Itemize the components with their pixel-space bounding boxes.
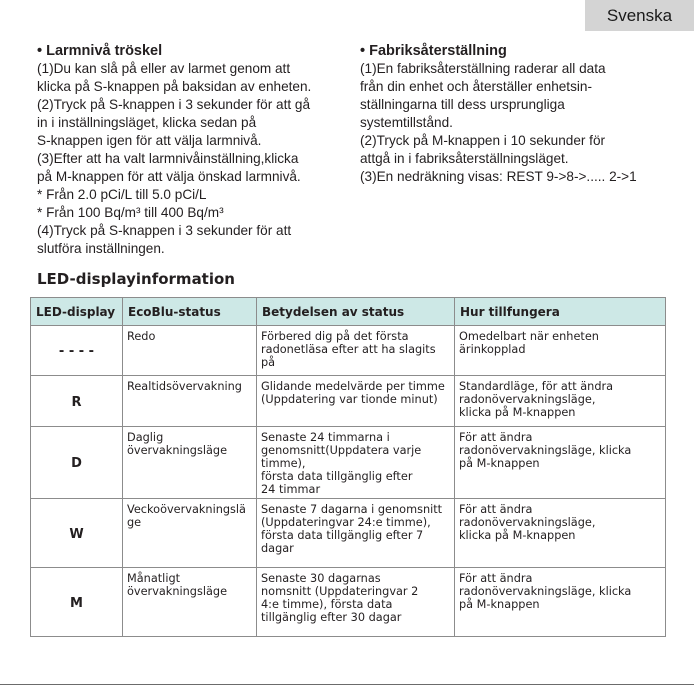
meaning-cell: Senaste 7 dagarna i genomsnitt (Uppdateringvar 24:e timme), första data tillgänglig efter 7 dagar (257, 499, 455, 568)
how-cell: För att ändra radonövervakningsläge, klicka på M-knappen (455, 568, 666, 637)
col-header-status-meaning: Betydelsen av status (257, 298, 455, 326)
how-cell: Omedelbart när enheten ärinkopplad (455, 326, 666, 376)
how-cell: För att ändra radonövervakningsläge, klicka på M-knappen (455, 427, 666, 499)
meaning-cell: Förbered dig på det första radonetläsa efter att ha slagits på (257, 326, 455, 376)
col-header-ecoblu-status: EcoBlu-status (123, 298, 257, 326)
how-cell: Standardläge, för att ändra radonövervakningsläge, klicka på M-knappen (455, 376, 666, 427)
factory-reset-body: (1)En fabriksåterställning raderar all data från din enhet och återställer enhetsin- ställningarna till dess ursprungliga systemtillstånd. (2)Tryck på M-knappen i 10 sekunder för attgå in i fabriksåterställningsläget. (3)En nedräkning visas: REST 9->8->..... 2->1 (360, 61, 637, 184)
meaning-cell: Senaste 30 dagarnas nomsnitt (Uppdateringvar 2 4:e timme), första data tillgänglig efter 30 dagar (257, 568, 455, 637)
status-cell: Daglig övervakningsläge (123, 427, 257, 499)
table-row (31, 499, 666, 568)
footer-divider (0, 684, 694, 685)
table-row (31, 568, 666, 637)
status-cell: Veckoövervakningslä ge (123, 499, 257, 568)
table-header-row (31, 298, 666, 326)
led-code-w: W (31, 499, 123, 568)
alarm-threshold-body: (1)Du kan slå på eller av larmet genom att klicka på S-knappen på baksidan av enheten. (2)Tryck på S-knappen i 3 sekunder för att gå in i inställningsläget, klicka sedan på S-knappen igen för att välja larmnivå. (3)Efter att ha valt larmnivåinställning,klicka på M-knappen för att välja önskad larmnivå. * Från 2.0 pCi/L till 5.0 pCi/L * Från 100 Bq/m³ till 400 Bq/m³ (4)Tryck på S-knappen i 3 sekunder för att slutföra inställningen. (37, 61, 312, 256)
table-row (31, 376, 666, 427)
meaning-cell: Senaste 24 timmarna i genomsnitt(Uppdatera varje timme), första data tillgänglig efter 24 timmar (257, 427, 455, 499)
led-code-ready: - - - - (31, 326, 123, 376)
led-code-m: M (31, 568, 123, 637)
meaning-cell: Glidande medelvärde per timme (Uppdatering var tionde minut) (257, 376, 455, 427)
factory-reset-section (360, 42, 660, 186)
language-tab: Svenska (585, 0, 694, 31)
col-header-led-display: LED-display (31, 298, 123, 326)
how-cell: För att ändra radonövervakningsläge, klicka på M-knappen (455, 499, 666, 568)
alarm-threshold-title: • Larmnivå tröskel (37, 43, 163, 59)
led-code-d: D (31, 427, 123, 499)
alarm-threshold-section (37, 42, 349, 258)
table-row (31, 427, 666, 499)
table-row (31, 326, 666, 376)
factory-reset-title: • Fabriksåterställning (360, 43, 507, 59)
led-code-r: R (31, 376, 123, 427)
col-header-how-it-works: Hur tillfungera (455, 298, 666, 326)
led-display-table (30, 297, 666, 637)
status-cell: Månatligt övervakningsläge (123, 568, 257, 637)
status-cell: Realtidsövervakning (123, 376, 257, 427)
led-display-heading: LED-displayinformation (37, 270, 235, 288)
status-cell: Redo (123, 326, 257, 376)
